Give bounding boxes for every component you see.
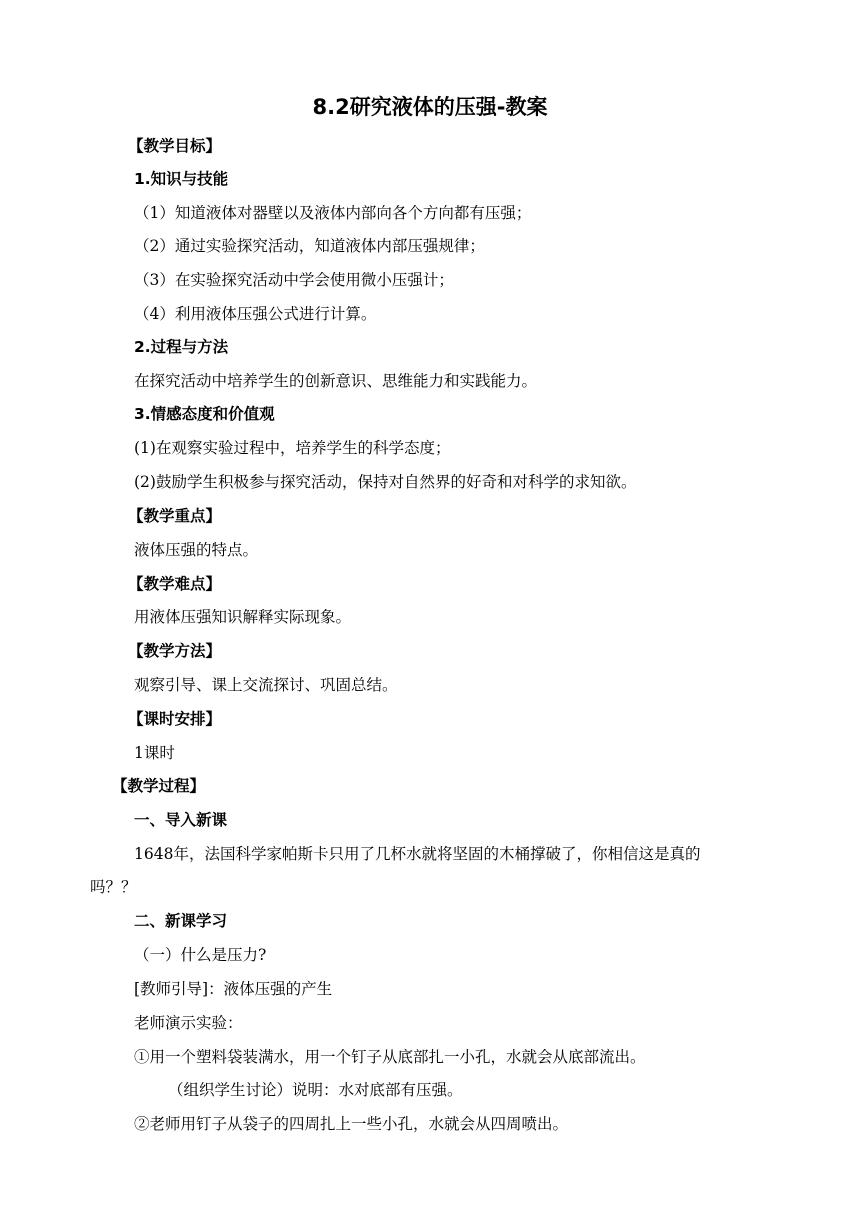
subheading-process-method: 2.过程与方法 — [134, 338, 229, 356]
paragraph-line: （3）在实验探究活动中学会使用微小压强计； — [134, 271, 454, 289]
subheading-new-lesson: 二、新课学习 — [134, 912, 228, 930]
paragraph-line: （4）利用液体压强公式进行计算。 — [134, 305, 377, 323]
paragraph-line: 用液体压强知识解释实际现象。 — [134, 608, 352, 626]
heading-teaching-process: 【教学过程】 — [112, 777, 206, 795]
paragraph-line: （一）什么是压力? — [134, 946, 267, 964]
paragraph-line: （组织学生讨论）说明：水对底部有压强。 — [168, 1081, 463, 1099]
paragraph-line: ②老师用钉子从袋子的四周扎上一些小孔，水就会从四周喷出。 — [134, 1115, 569, 1133]
paragraph-line: （1）知道液体对器壁以及液体内部向各个方向都有压强； — [134, 204, 532, 222]
paragraph-line: ①用一个塑料袋装满水，用一个钉子从底部扎一小孔，水就会从底部流出。 — [134, 1048, 646, 1066]
paragraph-line: 在探究活动中培养学生的创新意识、思维能力和实践能力。 — [134, 372, 538, 390]
paragraph-line: (1)在观察实验过程中，培养学生的科学态度； — [134, 439, 451, 457]
paragraph-line: [教师引导]：液体压强的产生 — [134, 980, 333, 998]
subheading-attitude-values: 3.情感态度和价值观 — [134, 405, 275, 423]
subheading-knowledge-skills: 1.知识与技能 — [134, 170, 229, 188]
paragraph-line: 老师演示实验： — [134, 1014, 243, 1032]
heading-schedule: 【课时安排】 — [128, 710, 222, 728]
paragraph-line: （2）通过实验探究活动，知道液体内部压强规律； — [134, 237, 485, 255]
document-title: 8.2研究液体的压强-教案 — [312, 95, 548, 119]
paragraph-line: 1648年，法国科学家帕斯卡只用了几杯水就将坚固的木桶撑破了，你相信这是真的 — [134, 845, 701, 863]
heading-key-points: 【教学重点】 — [128, 507, 222, 525]
heading-difficulties: 【教学难点】 — [128, 575, 222, 593]
paragraph-line: 1课时 — [134, 744, 175, 762]
heading-teaching-goals: 【教学目标】 — [128, 137, 222, 155]
paragraph-line: 吗？？ — [90, 878, 137, 896]
heading-teaching-methods: 【教学方法】 — [128, 642, 222, 660]
paragraph-line: 液体压强的特点。 — [134, 541, 259, 559]
paragraph-line: 观察引导、课上交流探讨、巩固总结。 — [134, 676, 398, 694]
paragraph-line: (2)鼓励学生积极参与探究活动，保持对自然界的好奇和对科学的求知欲。 — [134, 473, 637, 491]
subheading-introduction: 一、导入新课 — [134, 811, 228, 829]
